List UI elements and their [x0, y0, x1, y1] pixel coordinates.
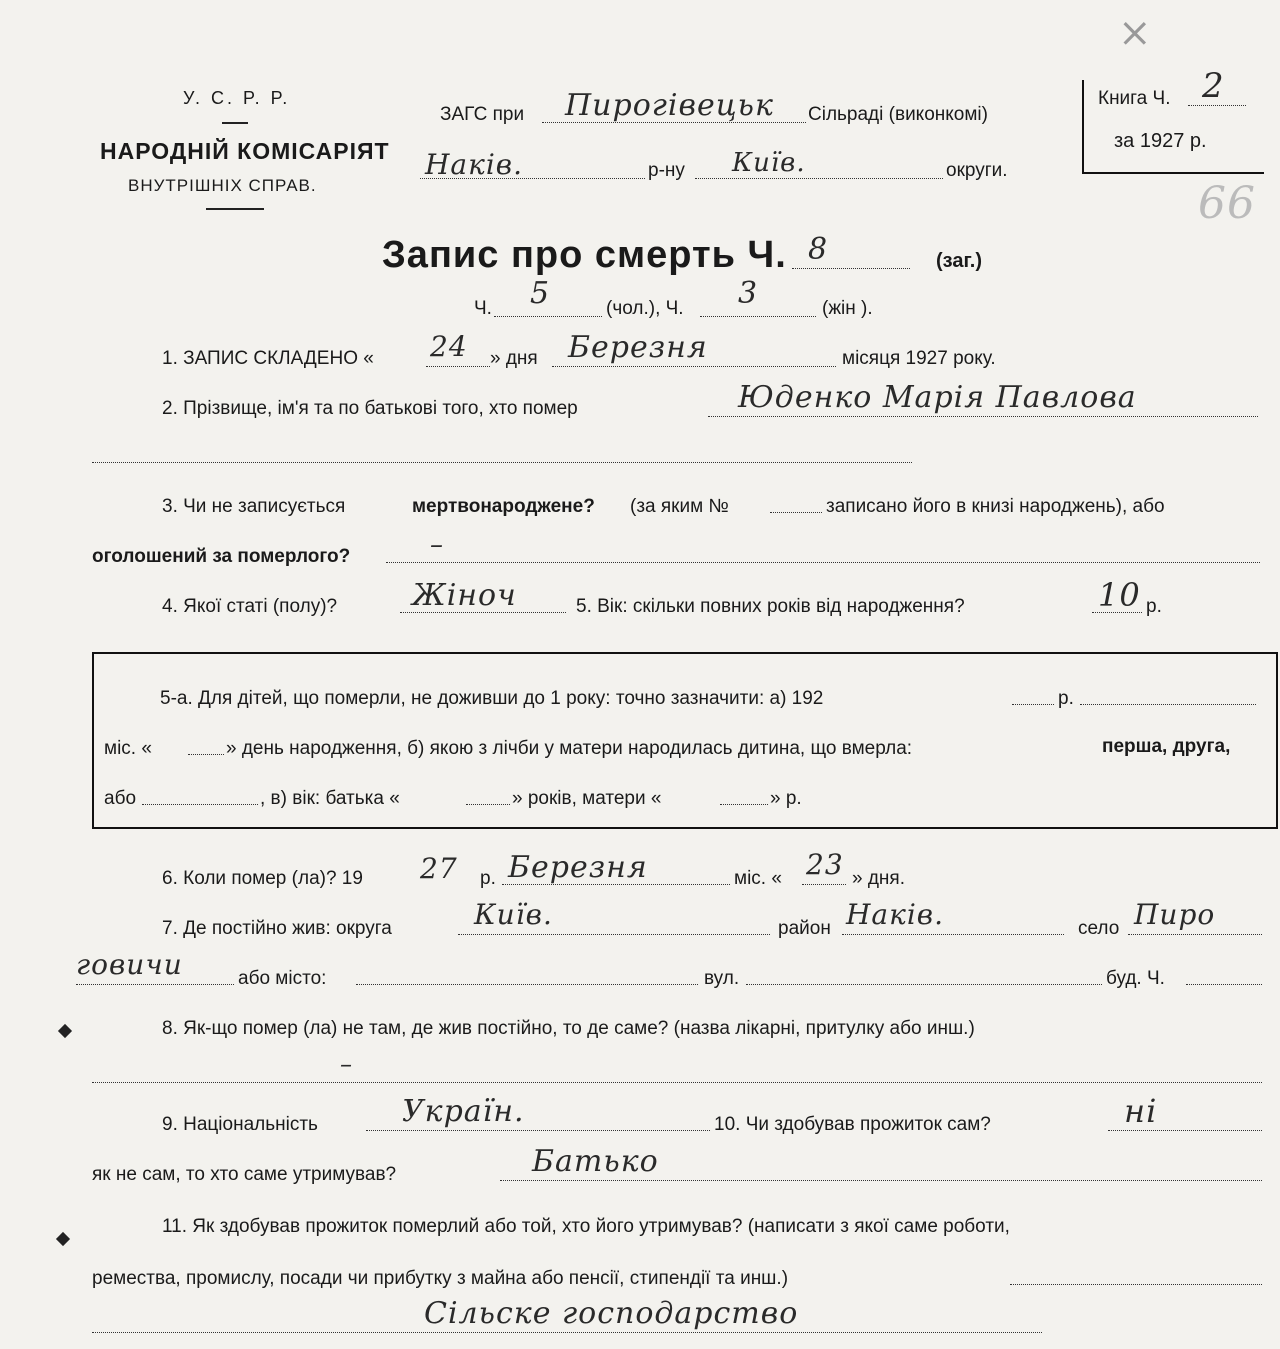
- f10-line: [1108, 1130, 1262, 1131]
- zags-suffix: Сільраді (виконкомі): [808, 104, 988, 125]
- okruha-line: [695, 178, 943, 179]
- f10b-value: Батько: [532, 1144, 659, 1179]
- f4-value: Жіноч: [412, 578, 517, 613]
- f6-month: Березня: [508, 850, 648, 885]
- f10b-label: як не сам, то хто саме утримував?: [92, 1164, 397, 1185]
- f7-selo-b-line: [76, 984, 234, 985]
- male-number: 5: [530, 276, 551, 311]
- f8-label: 8. Як-що помер (ла) не там, де жив постійно, то де саме? (назва лікарні, притулку або инш.): [162, 1018, 975, 1039]
- f7-vul-label: вул.: [704, 968, 740, 989]
- male-line: [494, 316, 602, 317]
- page-title: Запис про смерть Ч.: [382, 234, 787, 276]
- f5a-line3-d: » р.: [770, 788, 802, 809]
- f5a-line3-a: або: [104, 788, 137, 809]
- f5a-line1-end: р.: [1058, 688, 1074, 709]
- f7-bud-label: буд. Ч.: [1106, 968, 1165, 989]
- f3-line1-b: (за яким №: [630, 496, 729, 517]
- f2-label: 2. Прізвище, ім'я та по батькові того, хто помер: [162, 398, 578, 419]
- f11-line1: 11. Як здобував прожиток померлий або той, хто його утримував? (написати з якої саме роботи,: [162, 1216, 1010, 1237]
- f3-line1-c: записано його в книзі народжень), або: [826, 496, 1165, 517]
- f5a-line2-bold: перша, друга,: [1102, 736, 1231, 757]
- f5a-year-line: [1012, 704, 1054, 705]
- margin-x-mark: ×: [1118, 10, 1153, 56]
- zags-prefix: ЗАГС при: [440, 104, 525, 125]
- female-number: 3: [738, 276, 759, 311]
- hole-punch-mark: [56, 1232, 70, 1246]
- f3-line1-a: 3. Чи не записується: [162, 496, 346, 517]
- divider: [206, 208, 264, 210]
- f3-number-line: [770, 512, 822, 513]
- female-label: (жін ).: [822, 298, 873, 319]
- f9-value: Україн.: [402, 1094, 525, 1129]
- okruha-label: округи.: [946, 160, 1008, 181]
- commissariat-label: НАРОДНІЙ КОМІСАРІЯТ: [100, 138, 390, 164]
- f5a-month-line: [188, 754, 224, 755]
- title-zag: (заг.): [936, 250, 983, 272]
- district-label: р-ну: [648, 160, 685, 181]
- f2-line-2: [92, 462, 912, 463]
- f5-suffix: р.: [1146, 596, 1162, 617]
- f5-value: 10: [1098, 576, 1141, 614]
- f6-day-line: [802, 884, 846, 885]
- f5a-or-line: [142, 804, 258, 805]
- f1-suffix: місяця 1927 року.: [842, 348, 996, 369]
- f10-value: ні: [1124, 1092, 1158, 1130]
- f7-selo-a: Пиро: [1134, 898, 1216, 931]
- title-number: 8: [808, 232, 829, 267]
- divider: [222, 122, 248, 124]
- f6-label: 6. Коли помер (ла)? 19: [162, 868, 363, 889]
- book-label: Книга Ч.: [1098, 88, 1171, 109]
- f9-line: [366, 1130, 710, 1131]
- f4-label: 4. Якої статі (полу)?: [162, 596, 338, 617]
- f7-okruha: Київ.: [474, 898, 553, 931]
- f8-line: [92, 1082, 1262, 1083]
- f7-raion-label: район: [778, 918, 831, 939]
- f11-line2-tail: [1010, 1284, 1262, 1285]
- f8-value: –: [340, 1050, 353, 1078]
- f7-bud-line: [1186, 984, 1262, 985]
- f5a-father-line: [466, 804, 510, 805]
- f7-label: 7. Де постійно жив: округа: [162, 918, 392, 939]
- f7-selo-line: [1128, 934, 1262, 935]
- hole-punch-mark: [58, 1024, 72, 1038]
- f11-line2: ремества, промислу, посади чи прибутку з майна або пенсії, стипендії та инш.): [92, 1268, 789, 1289]
- f5a-line1: 5-а. Для дітей, що померли, не доживши до 1 року: точно зазначити: а) 192: [160, 688, 824, 709]
- page-number: 66: [1198, 178, 1256, 229]
- ch-label: Ч.: [474, 298, 492, 319]
- f5a-line3-c: » років, матери «: [512, 788, 662, 809]
- f5a-line3-b: , в) вік: батька «: [260, 788, 400, 809]
- f3-line1-bold: мертвонароджене?: [412, 496, 595, 517]
- f2-line: [708, 416, 1258, 417]
- f7-misto-label: або місто:: [238, 968, 327, 989]
- department-label: ВНУТРІШНІХ СПРАВ.: [128, 176, 317, 195]
- f7-raion-line: [842, 934, 1064, 935]
- f6-suffix: » дня.: [852, 868, 905, 889]
- f11-value: Сільске господарство: [424, 1296, 799, 1331]
- f7-selo-label: село: [1078, 918, 1120, 939]
- f5a-line2-a: міс. «: [104, 738, 152, 759]
- male-label: (чол.), Ч.: [606, 298, 684, 319]
- f7-selo-b: говичи: [76, 948, 183, 981]
- f6-r: р.: [480, 868, 496, 889]
- f3-line2: [386, 562, 1260, 563]
- f1-prefix: 1. ЗАПИС СКЛАДЕНО «: [162, 348, 374, 369]
- female-line: [700, 316, 816, 317]
- f1-month: Березня: [568, 330, 708, 365]
- f7-misto-line: [356, 984, 698, 985]
- book-number: 2: [1202, 66, 1225, 106]
- f6-day: 23: [806, 848, 844, 881]
- book-year: за 1927 р.: [1114, 130, 1207, 152]
- f10-label: 10. Чи здобував прожиток сам?: [714, 1114, 991, 1135]
- f3-value: –: [430, 530, 444, 560]
- f11-value-line: [92, 1332, 1042, 1333]
- f5a-mother-line: [720, 804, 768, 805]
- f1-day-line: [426, 366, 490, 367]
- f5a-line2-b: » день народження, б) якою з лічби у матери народилась дитина, що вмерла:: [226, 738, 913, 759]
- f10b-line: [500, 1180, 1262, 1181]
- republic-label: У. С. Р. Р.: [183, 88, 291, 108]
- f5-label: 5. Вік: скільки повних років від народження?: [576, 596, 965, 617]
- district-handwritten: Наків.: [425, 148, 523, 181]
- f1-month-line: [552, 366, 836, 367]
- f1-day: 24: [430, 330, 468, 363]
- okruha-handwritten: Київ.: [732, 148, 806, 178]
- zags-handwritten: Пирогівецьк: [565, 88, 774, 123]
- f9-label: 9. Національність: [162, 1114, 318, 1135]
- f6-mis: міс. «: [734, 868, 782, 889]
- f6-year: 27: [420, 852, 458, 885]
- f1-day-suffix: » дня: [490, 348, 538, 369]
- f2-value: Юденко Марія Павлова: [738, 380, 1137, 415]
- f7-okruha-line: [458, 934, 770, 935]
- f5a-line1-tail: [1080, 704, 1256, 705]
- f7-vul-line: [746, 984, 1102, 985]
- title-number-line: [792, 268, 910, 269]
- f7-raion: Наків.: [846, 898, 944, 931]
- f3-line2-bold: оголошений за померлого?: [92, 546, 351, 567]
